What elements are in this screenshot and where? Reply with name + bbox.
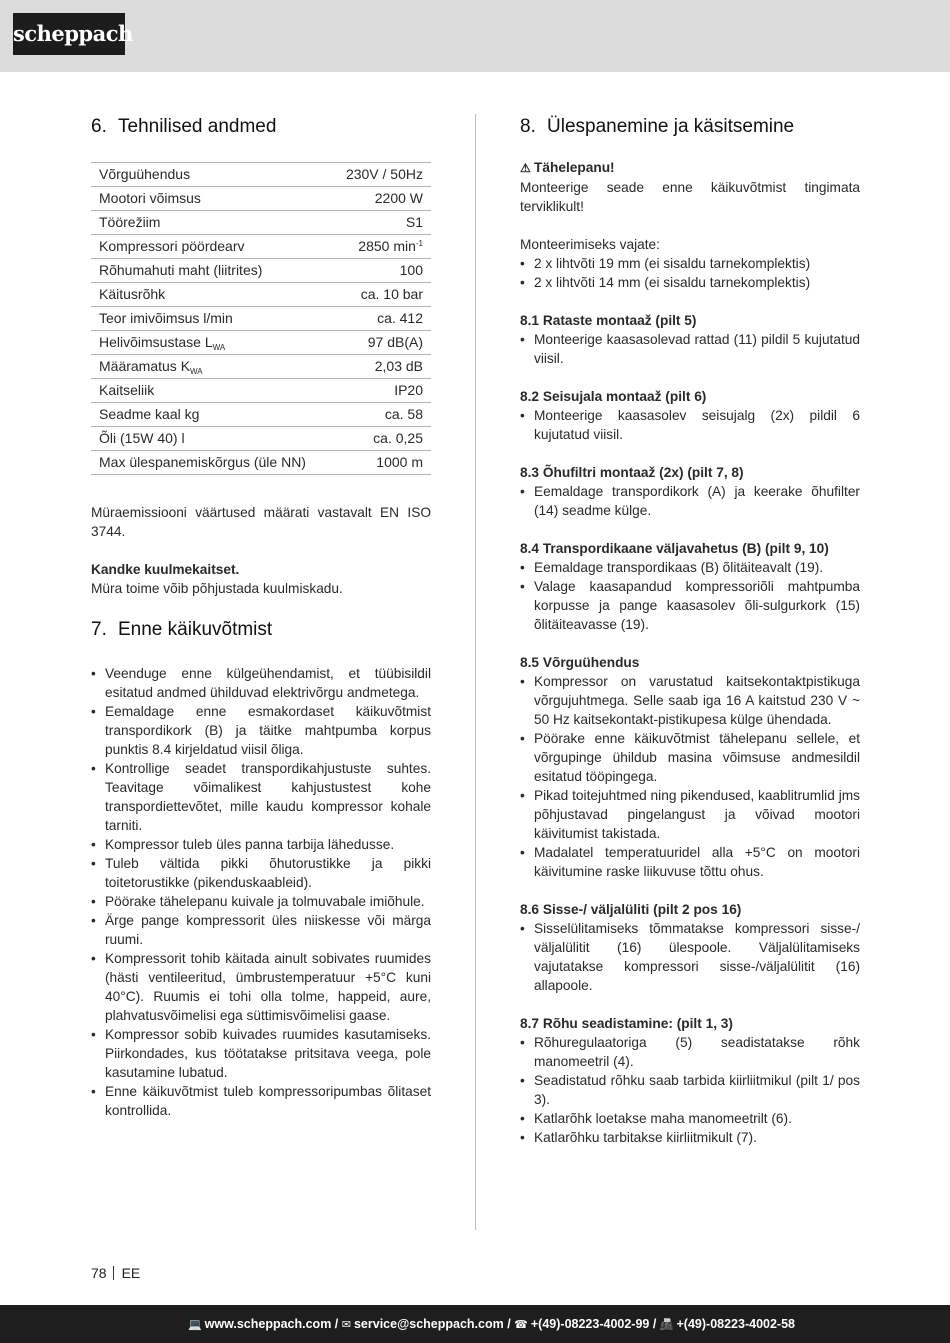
subsection [520, 311, 860, 368]
spec-row [91, 283, 431, 307]
spec-value: 97 dB(A) [331, 331, 431, 355]
spec-value: 2850 $\min^{-1}$ [331, 235, 431, 259]
right-column [520, 114, 860, 1147]
section-6-heading: 6. Tehnilised andmed [91, 116, 277, 137]
attention-block [520, 158, 860, 216]
spec-row [91, 307, 431, 331]
spec-row [91, 331, 431, 355]
spec-value: ca. 0,25 [331, 427, 431, 451]
tools-list [520, 254, 860, 292]
spec-value: 1000 m [331, 451, 431, 475]
list-item: • Ärge pange kompressorit üles niiskesse või märga ruumi. [91, 911, 431, 949]
left-column [91, 114, 431, 1120]
list-item: • Eemaldage transpordikork (A) ja keerake õhufilter (14) seadme külge. [520, 482, 860, 520]
spec-label: Rõhumahuti maht (liitrites) [91, 259, 331, 283]
spec-label: Helivõimsustase $L_{WA}$ [91, 331, 331, 355]
fax-number: +(49)-08223-4002-58 [676, 1317, 795, 1331]
list-item: • Katlarõhk loetakse maha manomeetrilt (6). [520, 1109, 860, 1128]
spec-row [91, 403, 431, 427]
spec-label: Seadme kaal kg [91, 403, 331, 427]
spec-value: ca. 10 bar [331, 283, 431, 307]
list-item: • Enne käikuvõtmist tuleb kompressoripumbas õlitaset kontrollida. [91, 1082, 431, 1120]
mail-icon: ✉ [341, 1319, 351, 1331]
spec-row [91, 451, 431, 475]
page-footer [91, 1264, 140, 1282]
spec-label: Määramatus $K_{WA}$ [91, 355, 331, 379]
list-item: • Katlarõhku tarbitakse kiirliitmikult (7). [520, 1128, 860, 1147]
spec-value: ca. 58 [331, 403, 431, 427]
subsection-list [520, 482, 860, 520]
list-item: • Monteerige kaasasolevad rattad (11) pildil 5 kujutatud viisil. [520, 330, 860, 368]
section-7-heading: 7. Enne käikuvõtmist [91, 619, 273, 640]
spec-value: S1 [331, 211, 431, 235]
subsection-title: 8.5 Võrguühendus [520, 655, 640, 670]
spec-row [91, 259, 431, 283]
fax-icon: 📠 [659, 1319, 674, 1331]
list-item: • Seadistatud rõhku saab tarbida kiirliitmikul (pilt 1/ pos 3). [520, 1071, 860, 1109]
list-item: • Pöörake enne käikuvõtmist tähelepanu sellele, et võrgupinge ühildub masina võimsuse andmesildil esitatud tööpingega. [520, 729, 860, 786]
list-item: • Madalatel temperatuuridel alla +5°C on mootori käivitumine raske liikuvuse tõttu ohus. [520, 843, 860, 881]
subsection-title: 8.7 Rõhu seadistamine: (pilt 1, 3) [520, 1016, 733, 1031]
spec-row [91, 163, 431, 187]
warning-title: Kandke kuulmekaitset. [91, 562, 240, 577]
brand-logo: scheppach [13, 13, 125, 55]
spec-row [91, 211, 431, 235]
subsection [520, 900, 860, 995]
spec-value: IP20 [331, 379, 431, 403]
email-link[interactable]: service@scheppach.com / [353, 1317, 511, 1331]
spec-value: ca. 412 [331, 307, 431, 331]
header-bar [0, 0, 950, 72]
spec-value: 2200 W [331, 187, 431, 211]
subsection [520, 539, 860, 634]
subsection-list [520, 919, 860, 995]
tools-intro: Monteerimiseks vajate: [520, 237, 660, 252]
subsection-title: 8.2 Seisujala montaaž (pilt 6) [520, 389, 707, 404]
subsection-list [520, 406, 860, 444]
subsection-title: 8.4 Transpordikaane väljavahetus (B) (pilt 9, 10) [520, 541, 829, 556]
contact-bar [0, 1305, 950, 1343]
language-code: EE [121, 1265, 141, 1281]
spec-value: 100 [331, 259, 431, 283]
phone-number: +(49)-08223-4002-99 / [530, 1317, 657, 1331]
spec-row [91, 355, 431, 379]
warning-triangle-icon: ⚠ [520, 161, 531, 175]
spec-value: 230V / 50Hz [331, 163, 431, 187]
subsection-list [520, 1033, 860, 1147]
list-item: • Rõhuregulaatoriga (5) seadistatakse rõhk manomeetril (4). [520, 1033, 860, 1071]
list-item: • Tuleb vältida pikki õhutorustikke ja pikki toitetorustikke (pikenduskaableid). [91, 854, 431, 892]
spec-label: Õli (15W 40) l [91, 427, 331, 451]
hearing-warning [91, 560, 431, 598]
assembly-subsections [520, 311, 860, 1147]
list-item: • Valage kaasapandud kompressoriõli mahtpumba korpusse ja pange kaasasolev õli-sulgurkork (15) õlitäiteavasse (19). [520, 577, 860, 634]
subsection-list [520, 672, 860, 881]
section-8-heading: 8. Ülespanemine ja käsitsemine [520, 116, 795, 137]
spec-label: Teor imivõimsus l/min [91, 307, 331, 331]
tech-spec-table [91, 162, 431, 475]
spec-label: Kaitseliik [91, 379, 331, 403]
spec-label: Mootori võimsus [91, 187, 331, 211]
subsection-title: 8.3 Õhufiltri montaaž (2x) (pilt 7, 8) [520, 465, 744, 480]
spec-label: Käitusrõhk [91, 283, 331, 307]
subsection [520, 387, 860, 444]
spec-label: Töörežiim [91, 211, 331, 235]
warning-text: Müra toime võib põhjustada kuulmiskadu. [91, 581, 343, 596]
list-item: • Veenduge enne külgeühendamist, et tüübisildil esitatud andmed ühilduvad elektrivõrgu andmetega. [91, 664, 431, 702]
page-number: 78 [91, 1265, 107, 1281]
computer-icon: 💻 [187, 1319, 202, 1331]
spec-row [91, 187, 431, 211]
list-item: • 2 x lihtvõti 19 mm (ei sisaldu tarnekomplektis) [520, 254, 860, 273]
tools-block [520, 235, 860, 292]
attention-title: Tähelepanu! [534, 160, 615, 175]
section-7-list [91, 664, 431, 1120]
column-divider [475, 114, 476, 1230]
website-link[interactable]: www.scheppach.com / [204, 1317, 339, 1331]
list-item: • Monteerige kaasasolev seisujalg (2x) pildil 6 kujutatud viisil. [520, 406, 860, 444]
list-item: • Kompressor sobib kuivades ruumides kasutamiseks. Piirkondades, kus töötatakse pritsitava veega, pole kasutamine lubatud. [91, 1025, 431, 1082]
list-item: • Kompressor tuleb üles panna tarbija lähedusse. [91, 835, 431, 854]
list-item: • Pöörake tähelepanu kuivale ja tolmuvabale imiõhule. [91, 892, 431, 911]
list-item: • Kontrollige seadet transpordikahjustuste suhtes. Teavitage võimalikest kahjustustest kohe transpordiettevõtet, mille kaudu kompressor kohale tarniti. [91, 759, 431, 835]
list-item: • Eemaldage enne esmakordaset käikuvõtmist transpordikork (B) ja täitke mahtpumba korpus punktis 8.4 kirjeldatud viisil õliga. [91, 702, 431, 759]
list-item: • Kompressor on varustatud kaitsekontaktpistikuga võrgujuhtmega. Selle saab iga 16 A kaitstud 230 V ~ 50 Hz kaitsekontakt-pistikupesa külge ühendada. [520, 672, 860, 729]
spec-label: Kompressori pöördearv [91, 235, 331, 259]
spec-row [91, 379, 431, 403]
attention-text: Monteerige seade enne käikuvõtmist tingimata terviklikult! [520, 180, 860, 214]
subsection [520, 463, 860, 520]
footer-separator [113, 1266, 114, 1280]
subsection-title: 8.6 Sisse-/ väljalüliti (pilt 2 pos 16) [520, 902, 742, 917]
phone-icon: ☎ [514, 1319, 528, 1331]
spec-label: Max ülespanemiskõrgus (üle NN) [91, 451, 331, 475]
noise-emission-note: Müraemissiooni väärtused määrati vastavalt EN ISO 3744. [91, 505, 431, 539]
spec-value: 2,03 dB [331, 355, 431, 379]
spec-row [91, 427, 431, 451]
list-item: • Kompressorit tohib käitada ainult sobivates ruumides (hästi ventileeritud, ümbrustemperatuur +5°C kuni 40°C). Ruumis ei tohi olla tolme, happeid, aure, plahvatusvõimelisi ega süttimisvõimelisi gaase. [91, 949, 431, 1025]
spec-row [91, 235, 431, 259]
subsection-list [520, 558, 860, 634]
list-item: • Pikad toitejuhtmed ning pikendused, kaablitrumlid jms põhjustavad pingelangust ja võivad mootori käivitumist takistada. [520, 786, 860, 843]
list-item: • Sisselülitamiseks tõmmatakse kompressori sisse-/ väljalülitit (16) ülespoole. Väljalülitamiseks vajutatakse kompressori sisse-/väljalülitit (16) allapoole. [520, 919, 860, 995]
list-item: • 2 x lihtvõti 14 mm (ei sisaldu tarnekomplektis) [520, 273, 860, 292]
subsection [520, 653, 860, 881]
subsection-title: 8.1 Rataste montaaž (pilt 5) [520, 313, 697, 328]
spec-label: Võrguühendus [91, 163, 331, 187]
subsection-list [520, 330, 860, 368]
subsection [520, 1014, 860, 1147]
list-item: • Eemaldage transpordikaas (B) õlitäiteavalt (19). [520, 558, 860, 577]
